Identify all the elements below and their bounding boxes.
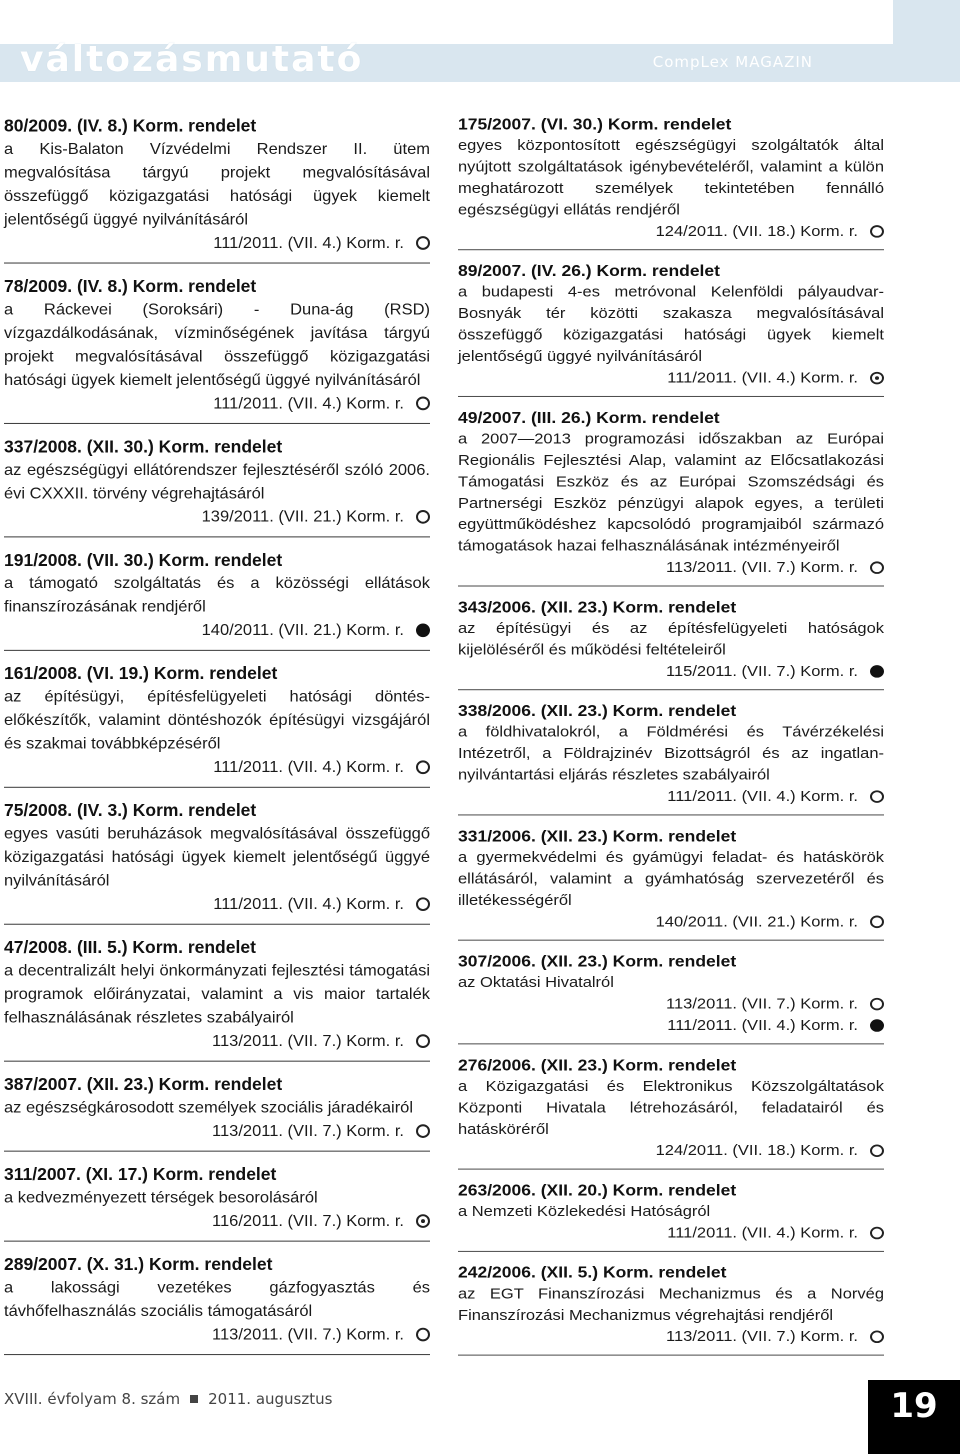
- footer: [0, 1380, 960, 1454]
- amending-regulation: 140/2011. (VII. 21.) Korm. r.: [655, 913, 858, 930]
- footer-info: [4, 1388, 332, 1410]
- amending-regulation: 111/2011. (VII. 4.) Korm. r.: [213, 758, 404, 777]
- page-number: 19: [890, 1386, 938, 1426]
- amendment-line: [4, 1119, 430, 1142]
- regulation-title: 263/2006. (XII. 20.) Korm. rendelet: [458, 1181, 737, 1200]
- regulation-entry: [458, 945, 884, 1044]
- open-circle-icon: [870, 1331, 884, 1344]
- regulation-entry: [4, 1247, 430, 1356]
- section-title: változásmutató: [20, 39, 364, 80]
- regulation-title: 289/2007. (X. 31.) Korm. rendelet: [4, 1254, 273, 1274]
- regulation-description: a Nemzeti Közlekedési Hatóságról: [458, 1203, 711, 1220]
- amendment-line: [4, 231, 430, 254]
- regulation-description: az egészségügyi ellátórendszer fejlesztéséről szóló 2006. évi CXXXII. törvény végrehajtásáról: [4, 461, 430, 503]
- open-circle-icon: [416, 760, 430, 774]
- regulation-title: 311/2007. (XI. 17.) Korm. rendelet: [4, 1164, 277, 1184]
- amending-regulation: 113/2011. (VII. 7.) Korm. r.: [666, 559, 858, 576]
- amendment-line: [458, 1326, 884, 1347]
- amending-regulation: 113/2011. (VII. 7.) Korm. r.: [212, 1122, 404, 1140]
- open-circle-icon: [416, 1124, 430, 1138]
- amendment-line: [458, 993, 884, 1014]
- regulation-title: 175/2007. (VI. 30.) Korm. rendelet: [458, 115, 732, 134]
- regulation-entry: [4, 1067, 430, 1152]
- regulation-description: [458, 1076, 884, 1140]
- amending-regulation: 116/2011. (VII. 7.) Korm. r.: [212, 1212, 404, 1230]
- regulation-title: 337/2008. (XII. 30.) Korm. rendelet: [4, 436, 283, 457]
- amending-regulation: 124/2011. (VII. 18.) Korm. r.: [655, 1142, 858, 1159]
- regulation-title: 307/2006. (XII. 23.) Korm. rendelet: [458, 952, 737, 971]
- amending-regulation: 113/2011. (VII. 7.) Korm. r.: [212, 1325, 404, 1344]
- regulation-entry: [458, 108, 884, 250]
- amendment-line: [458, 367, 884, 388]
- open-circle-icon: [870, 790, 884, 803]
- corner-block: [893, 0, 960, 82]
- dotted-circle-icon: [870, 372, 884, 385]
- amending-regulation: 113/2011. (VII. 7.) Korm. r.: [666, 1328, 858, 1345]
- amendment-line: [4, 619, 430, 642]
- page-number-box: [868, 1380, 960, 1454]
- description-text: a budapesti 4-es metróvonal Kelenföldi pályaudvar-Bosnyák tér közötti szakasza megvalósításával összefüggő közigazgatási hatósági ügyek kiemelt jelentőségű üggyé nyilvánításáról: [458, 284, 884, 365]
- regulation-entry: [4, 542, 430, 651]
- amending-regulation: 111/2011. (VII. 4.) Korm. r.: [213, 394, 404, 413]
- regulation-description: az egészségkárosodott személyek szociális járadékairól: [4, 1098, 414, 1117]
- amending-regulation: 115/2011. (VII. 7.) Korm. r.: [666, 663, 858, 680]
- open-circle-icon: [416, 510, 430, 524]
- regulation-entry: [458, 591, 884, 690]
- amendment-line: [458, 1015, 884, 1036]
- description-text: a Közigazgatási és Elektronikus Közszolgáltatások Központi Hivatala létrehozásáról, feladatairól és hatásköréről: [458, 1078, 884, 1138]
- open-circle-icon: [870, 225, 884, 238]
- description-text: az Oktatási Hivatalról: [458, 974, 614, 991]
- amendment-line: [458, 557, 884, 578]
- open-circle-icon: [416, 397, 430, 411]
- regulation-description: a földhivatalokról, a Földmérési és Távérzékelési Intézetről, a Földrajzinév Bizottságról és az ingatlan-nyilvántartási eljárás részletes szabályairól: [458, 724, 884, 784]
- regulation-entry: [4, 429, 430, 538]
- volume-info: XVIII. évfolyam 8. szám: [4, 1390, 181, 1408]
- regulation-description: [458, 847, 884, 911]
- filled-circle-icon: [870, 1019, 884, 1032]
- amending-regulation: 111/2011. (VII. 4.) Korm. r.: [213, 234, 404, 252]
- regulation-title: 343/2006. (XII. 23.) Korm. rendelet: [458, 598, 737, 616]
- regulation-description: [458, 281, 884, 367]
- regulation-description: a Ráckevei (Soroksári) - Duna-ág (RSD) vízgazdálkodásának, vízminőségének javítása tárgyú projekt megvalósításával összefüggő közigazgatási hatósági ügyek kiemelt jelentőségű üggyé nyilvánításáról: [4, 300, 430, 389]
- amendment-line: [458, 786, 884, 807]
- regulation-description: [4, 685, 430, 755]
- open-circle-icon: [870, 998, 884, 1011]
- regulation-description: egyes központosított egészségügyi szolgáltatók által nyújtott szolgáltatások igénybevételéről, valamint a külön meghatározott személyek tekintetében fennálló egészségügyi ellátás rendjéről: [458, 137, 884, 218]
- regulation-entry: [458, 1256, 884, 1355]
- amending-regulation: 111/2011. (VII. 4.) Korm. r.: [213, 895, 404, 913]
- amendment-line: [4, 1323, 430, 1346]
- regulation-entry: [458, 401, 884, 586]
- regulation-entry: [4, 108, 430, 264]
- regulation-title: 78/2009. (IV. 8.) Korm. rendelet: [4, 276, 257, 296]
- regulation-entry: [458, 695, 884, 816]
- issue-date: 2011. augusztus: [208, 1390, 333, 1408]
- regulation-entry: [458, 820, 884, 941]
- open-circle-icon: [870, 916, 884, 929]
- regulation-description: a támogató szolgáltatás és a közösségi ellátások finanszírozásának rendjéről: [4, 574, 430, 616]
- description-text: a Kis-Balaton Vízvédelmi Rendszer II. ütem megvalósítása tárgyú projekt megvalósításával összefüggő közigazgatási hatósági ügyek kiemelt jelentőségű üggyé nyilvánításáról: [4, 140, 430, 229]
- amending-regulation: 140/2011. (VII. 21.) Korm. r.: [201, 621, 404, 640]
- regulation-description: [4, 822, 430, 892]
- amending-regulation: 113/2011. (VII. 7.) Korm. r.: [212, 1032, 404, 1050]
- amending-regulation: 139/2011. (VII. 21.) Korm. r.: [201, 508, 404, 526]
- regulation-entry: [4, 930, 430, 1062]
- regulation-title: 75/2008. (IV. 3.) Korm. rendelet: [4, 800, 257, 821]
- amending-regulation: 111/2011. (VII. 4.) Korm. r.: [667, 788, 858, 805]
- regulation-description: a decentralizált helyi önkormányzati fejlesztési támogatási programok előirányzatai, valamint a vis maior tartalék felhasználásának részletes szabályairól: [4, 961, 430, 1027]
- regulation-entry: [458, 1049, 884, 1170]
- filled-circle-icon: [870, 665, 884, 678]
- header: [0, 0, 893, 82]
- description-text: a gyermekvédelmi és gyámügyi feladat- és hatáskörök ellátásáról, valamint a gyámhatóság szervezetéről és illetékességéről: [458, 849, 884, 909]
- regulation-title: 242/2006. (XII. 5.) Korm. rendelet: [458, 1263, 727, 1282]
- amendment-line: [458, 661, 884, 682]
- amendment-line: [4, 1029, 430, 1052]
- open-circle-icon: [416, 1328, 430, 1342]
- open-circle-icon: [416, 897, 430, 911]
- regulation-entry: [4, 793, 430, 925]
- regulation-description: a kedvezményezett térségek besorolásáról: [4, 1188, 318, 1207]
- regulation-title: 276/2006. (XII. 23.) Korm. rendelet: [458, 1055, 737, 1074]
- regulation-entry: [4, 1157, 430, 1242]
- regulation-entry: [458, 255, 884, 397]
- amendment-line: [4, 756, 430, 779]
- open-circle-icon: [416, 1034, 430, 1048]
- regulation-title: 80/2009. (IV. 8.) Korm. rendelet: [4, 115, 257, 136]
- regulation-title: 49/2007. (III. 26.) Korm. rendelet: [458, 408, 720, 427]
- description-text: az építésügyi, építésfelügyeleti hatósági döntés-előkészítők, valamint döntéshozók építésügyi vizsgájáról és szakmai továbbképzéséről: [4, 688, 430, 753]
- regulation-description: a lakossági vezetékes gázfogyasztás és távhőfelhasználás szociális támogatásáról: [4, 1278, 430, 1320]
- open-circle-icon: [870, 561, 884, 574]
- left-column: [4, 108, 430, 1360]
- amendment-line: [458, 221, 884, 242]
- amending-regulation: 124/2011. (VII. 18.) Korm. r.: [655, 223, 858, 240]
- dotted-circle-icon: [416, 1214, 430, 1228]
- amendment-line: [458, 1222, 884, 1243]
- regulation-title: 47/2008. (III. 5.) Korm. rendelet: [4, 937, 256, 957]
- regulation-title: 161/2008. (VI. 19.) Korm. rendelet: [4, 663, 278, 684]
- right-column: [458, 108, 884, 1360]
- amending-regulation: 111/2011. (VII. 4.) Korm. r.: [667, 370, 858, 387]
- filled-circle-icon: [416, 623, 430, 637]
- amendment-line: [458, 911, 884, 932]
- open-circle-icon: [870, 1144, 884, 1157]
- amendment-line: [4, 392, 430, 415]
- magazine-name: CompLex MAGAZIN: [652, 53, 813, 71]
- amendment-line: [4, 505, 430, 528]
- regulation-title: 331/2006. (XII. 23.) Korm. rendelet: [458, 827, 737, 845]
- regulation-description: a 2007—2013 programozási időszakban az Európai Regionális Fejlesztési Alap, valamint az Előcsatlakozási Támogatási Eszköz és az Európai Szomszédsági és Partnerségi Eszköz pénzügyi alapok egyes, a területi együttműködéshez kapcsolódó programjaiból származó támogatások hazai felhasználásának intézményeiről: [458, 430, 884, 555]
- regulation-title: 387/2007. (XII. 23.) Korm. rendelet: [4, 1074, 283, 1094]
- separator-square: [190, 1395, 198, 1403]
- regulation-description: az EGT Finanszírozási Mechanizmus és a Norvég Finanszírozási Mechanizmus végrehajtási rendjéről: [458, 1285, 884, 1324]
- regulation-entry: [4, 656, 430, 788]
- regulation-description: az építésügyi és az építésfelügyeleti hatóságok kijelöléséről és működési feltételeiről: [458, 620, 884, 658]
- open-circle-icon: [870, 1227, 884, 1240]
- regulation-title: 191/2008. (VII. 30.) Korm. rendelet: [4, 550, 283, 570]
- regulation-title: 89/2007. (IV. 26.) Korm. rendelet: [458, 261, 720, 280]
- description-text: egyes vasúti beruházások megvalósításával összefüggő közigazgatási hatósági ügyek kiemelt jelentőségű üggyé nyilvánításáról: [4, 824, 430, 890]
- regulation-title: 338/2006. (XII. 23.) Korm. rendelet: [458, 701, 737, 720]
- regulation-entry: [4, 268, 430, 424]
- regulation-description: [458, 972, 884, 993]
- open-circle-icon: [416, 236, 430, 250]
- amending-regulation: 113/2011. (VII. 7.) Korm. r.: [666, 996, 858, 1013]
- amendment-line: [4, 1209, 430, 1232]
- regulation-description: [4, 137, 430, 231]
- regulation-entry: [458, 1174, 884, 1252]
- amending-regulation: 111/2011. (VII. 4.) Korm. r.: [667, 1017, 858, 1034]
- amendment-line: [4, 892, 430, 915]
- amendment-line: [458, 1140, 884, 1161]
- amending-regulation: 111/2011. (VII. 4.) Korm. r.: [667, 1224, 858, 1242]
